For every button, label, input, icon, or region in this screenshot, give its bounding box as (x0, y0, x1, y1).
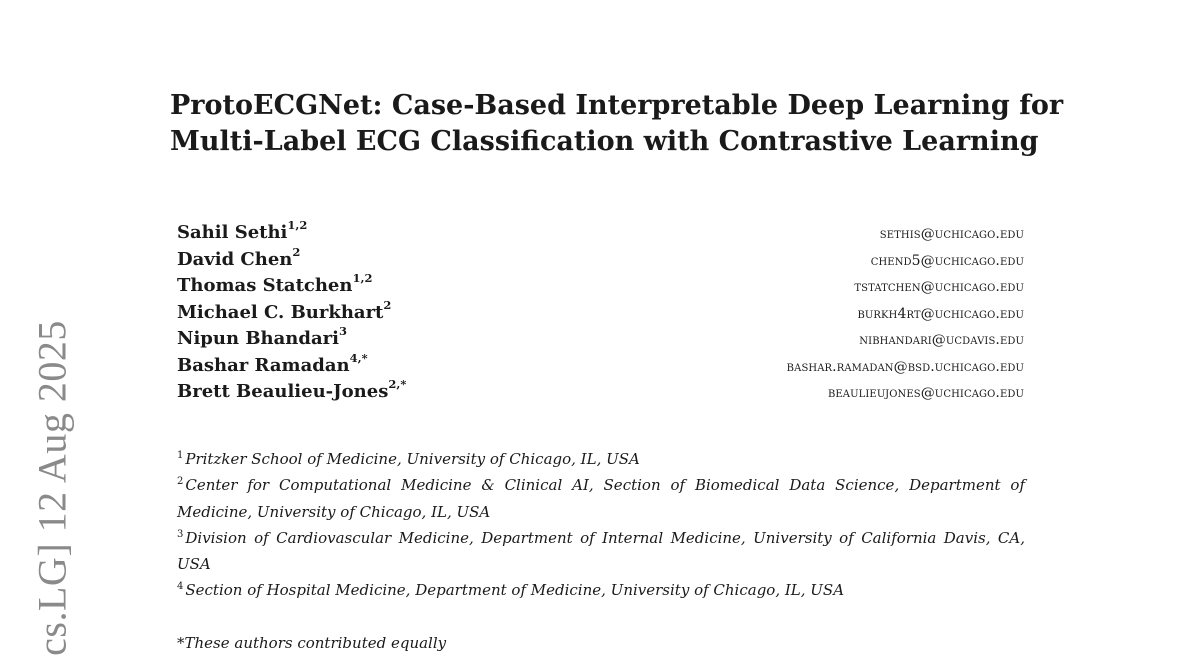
affiliation-item (177, 472, 1025, 525)
author-row (177, 297, 1024, 329)
affiliation-item (177, 577, 1025, 603)
author-name: Bashar Ramadan$^{4,*}$ (177, 350, 368, 376)
affiliation-item (177, 446, 1025, 472)
affiliation-item (177, 525, 1025, 578)
author-row (177, 324, 1024, 355)
arxiv-stamp: cs.LG] 12 Aug 2025 (29, 320, 75, 656)
author-name: Nipun Bhandari$^3$ (177, 324, 347, 349)
author-row (177, 218, 1024, 249)
affiliation-number: 2 (177, 476, 184, 488)
author-affiliation-marker: 2 (383, 297, 392, 312)
author-email[interactable]: tstatchen@uchicago.edu (854, 279, 1024, 295)
affiliation-list (177, 446, 1025, 604)
author-email[interactable]: beaulieujones@uchicago.edu (827, 385, 1024, 401)
author-affiliation-marker: 2 (292, 244, 301, 259)
author-email[interactable]: sethis@uchicago.edu (879, 226, 1024, 242)
author-affiliation-marker: 1,2 (287, 218, 308, 232)
affiliation-number: 4 (177, 581, 184, 593)
author-name: Thomas Statchen$^{1,2}$ (177, 271, 373, 296)
author-affiliation-marker: 4,* (349, 350, 368, 365)
author-name: Brett Beaulieu-Jones$^{2,*}$ (177, 377, 407, 402)
equal-contribution-footnote: *These authors contributed equally (177, 634, 447, 652)
author-affiliation-marker: 3 (338, 324, 347, 338)
author-email[interactable]: bashar.ramadan@bsd.uchicago.edu (786, 358, 1024, 375)
author-affiliation-marker: 1,2 (352, 271, 373, 285)
affiliation-text: Section of Hospital Medicine, Department of Medicine, University of Chicago, IL, USA (185, 581, 845, 600)
author-list (177, 218, 1024, 408)
author-row (177, 271, 1024, 302)
author-name: David Chen$^2$ (177, 244, 301, 270)
author-email[interactable]: nibhandari@ucdavis.edu (859, 332, 1024, 348)
title-line-1: ProtoECGNet: Case-Based Interpretable Deep Learning for (170, 90, 1064, 121)
affiliation-number: 3 (177, 528, 184, 540)
author-affiliation-marker: 2,* (388, 377, 407, 391)
author-row (177, 350, 1024, 382)
title-line-2: Multi-Label ECG Classification with Contrastive Learning (170, 126, 1039, 157)
author-name: Sahil Sethi$^{1,2}$ (177, 218, 308, 243)
author-name: Michael C. Burkhart$^2$ (177, 297, 392, 323)
affiliation-text: Pritzker School of Medicine, University of Chicago, IL, USA (185, 450, 640, 468)
affiliation-text: Division of Cardiovascular Medicine, Department of Internal Medicine, University of California Davis, CA, USA (177, 528, 1025, 574)
author-row (177, 244, 1024, 276)
author-row (177, 377, 1024, 408)
author-email[interactable]: chend5@uchicago.edu (870, 252, 1024, 269)
affiliation-text: Center for Computational Medicine & Clinical AI, Section of Biomedical Data Science, Department of Medicine, University of Chicago, IL, USA (177, 476, 1025, 521)
paper-title (170, 88, 1064, 160)
author-email[interactable]: burkh4rt@uchicago.edu (857, 305, 1024, 322)
affiliation-number: 1 (177, 450, 184, 461)
